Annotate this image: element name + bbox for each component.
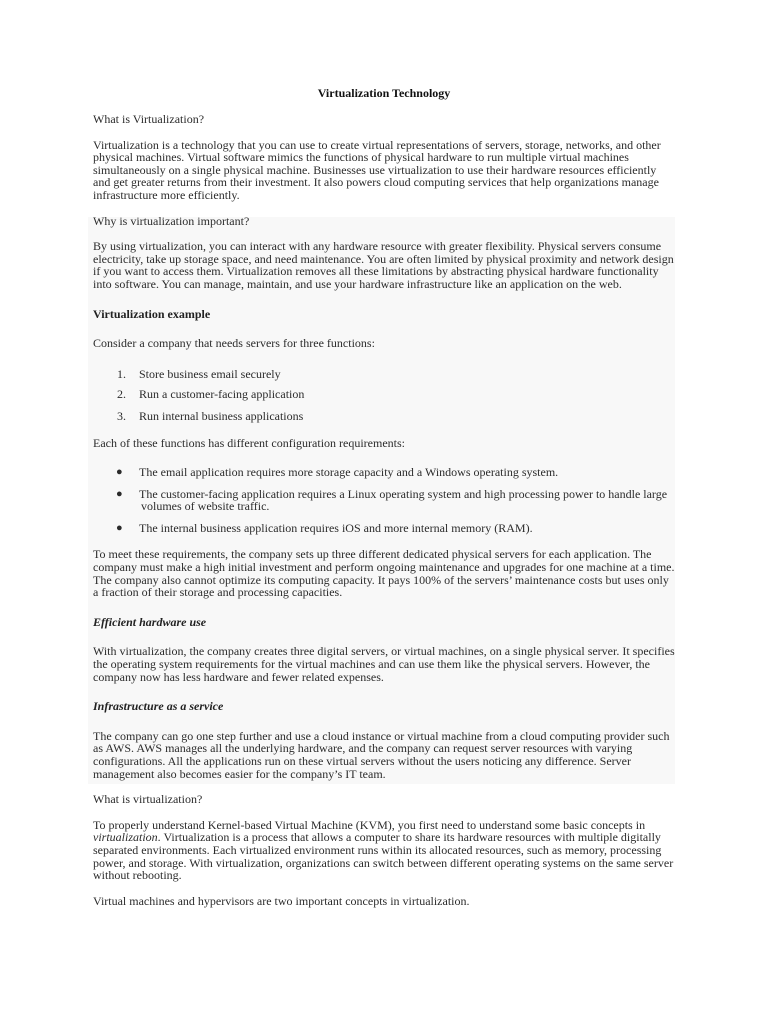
list-item-text: The customer-facing application requires a Linux operating system and high processing power to handle large [139,486,668,501]
list-item-text: Run a customer-facing application [139,387,305,402]
list-item-text: The email application requires more storage capacity and a Windows operating system. [139,465,559,480]
paragraph-requirements-intro: Each of these functions has different configuration requirements: [93,435,406,450]
paragraph-importance: By using virtualization, you can interact with any hardware resource with greater flexibility. Physical servers consume electricity, take up storage space, and need maintenance. You are often limited by physical proximity and network design if you want to access them. Virtualization removes all these limitations by abstracting physical hardware functionality into software. You can manage, maintain, and use your hardware infrastructure like an application on the web. [93,239,674,291]
list-item [93,388,675,401]
bullet-icon: ● [116,487,123,500]
paragraph-dedicated-servers: To meet these requirements, the company sets up three different dedicated physical servers for each application. The company must make a high initial investment and perform ongoing maintenance and upgrades for one machine at a time. The company also cannot optimize its computing capacity. It pays 100% of the servers’ maintenance costs but uses only a fraction of their storage and processing capacities. [93,547,675,600]
paragraph-iaas: The company can go one step further and use a cloud instance or virtual machine from a cloud computing provider such as AWS. AWS manages all the underlying hardware, and the company can request server resources with varying configurations. All the applications run on these virtual servers without the users noticing any difference. Server management also becomes easier for the company’s IT team. [93,728,670,781]
list-number: 1. [117,366,126,381]
list-item [93,522,675,535]
paragraph-kvm-text-continued: . Virtualization is a process that allows a computer to share its hardware resources with multiple digitally separated environments. Each virtualized environment runs within its allocated resources, such as memory, processing power, and storage. With virtualization, organizations can switch between different operating systems on the same server without rebooting. [93,830,674,883]
section-heading-example: Virtualization example [93,306,211,321]
list-item-text: Run internal business applications [139,408,304,423]
list-item [93,466,675,479]
list-item [93,488,675,513]
paragraph-closing: Virtual machines and hypervisors are two important concepts in virtualization. [93,893,470,908]
section-heading-efficient: Efficient hardware use [93,614,207,629]
section-heading-iaas: Infrastructure as a service [93,699,224,714]
bullet-icon: ● [116,466,123,479]
page-title: Virtualization Technology [317,86,451,100]
question-heading-3: What is virtualization? [93,792,203,807]
list-item [93,410,675,423]
list-item-text-continued: volumes of website traffic. [141,499,270,514]
paragraph-efficient: With virtualization, the company creates three digital servers, or virtual machines, on a single physical server. It specifies the operating system requirements for the virtual machines and can use them like the physical servers. However, the company now has less hardware and fewer related expenses. [93,644,675,684]
paragraph-definition: Virtualization is a technology that you can use to create virtual representations of servers, storage, networks, and other physical machines. Virtual software mimics the functions of physical hardware to run multiple virtual machines simultaneously on a single physical machine. Businesses use virtualization to use their hardware resources efficiently and get greater returns from their investment. It also powers cloud computing services that help organizations manage infrastructure more efficiently. [93,137,661,202]
question-heading-1: What is Virtualization? [93,112,205,126]
bullet-list-requirements [93,466,675,534]
paragraph-kvm-text: To properly understand Kernel-based Virtual Machine (KVM), you first need to understand some basic concepts in [93,817,646,832]
list-item-text: Store business email securely [139,366,281,381]
question-heading-2: Why is virtualization important? [93,213,250,228]
document-body [93,87,675,907]
ordered-list-functions [93,368,675,423]
list-item [93,368,675,381]
paragraph-kvm [93,819,675,882]
list-item-text: The internal business application requires iOS and more internal memory (RAM). [139,520,533,535]
list-number: 2. [117,387,126,402]
bullet-icon: ● [116,521,123,534]
list-number: 3. [117,408,126,423]
paragraph-consider: Consider a company that needs servers for three functions: [93,336,375,351]
emphasized-term: virtualization [93,830,158,845]
